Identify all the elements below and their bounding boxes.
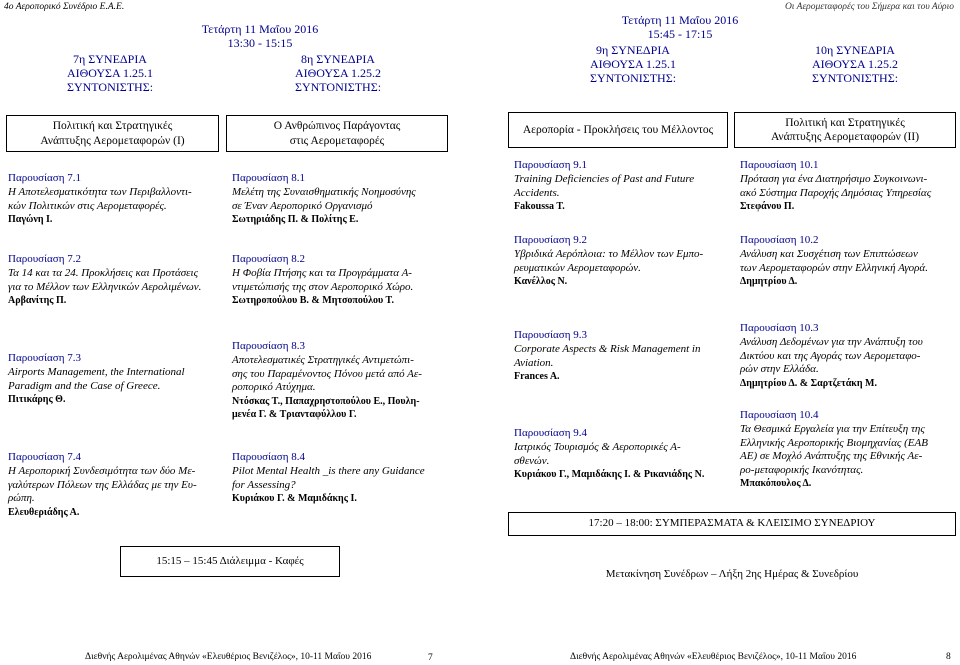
presentation-title: Accidents. <box>514 186 560 199</box>
presentation-label: Παρουσίαση 10.4 <box>740 409 819 421</box>
topic-line: Ο Ανθρώπινος Παράγοντας <box>273 120 401 133</box>
presentation-10-2 <box>740 234 956 288</box>
presentation-title: ακό Σύστημα Παροχής Δημόσιας Υπηρεσίας <box>740 186 932 199</box>
presentation-authors: Ντόσκας Τ., Παπαχρηστοπούλου Ε., Πουλη- <box>232 395 420 407</box>
presentation-10-4 <box>740 409 956 490</box>
presentation-title: κών Πολιτικών στις Αερομεταφορές. <box>8 199 167 212</box>
session-time: 13:30 - 15:15 <box>227 36 293 50</box>
presentation-authors: Σωτηροπούλου Β. & Μητσοπούλου Τ. <box>232 295 394 307</box>
presentation-title: Airports Management, the International <box>8 366 185 379</box>
presentation-title: σε Έναν Αεροπορικό Οργανισμό <box>232 199 373 212</box>
presentation-9-1 <box>514 159 734 213</box>
conference-title-note: 4ο Αεροπορικό Συνέδριο Ε.Α.Ε. <box>4 2 125 12</box>
topic-box-session-8 <box>226 115 448 152</box>
presentation-title: Ανάλυση Δεδομένων για την Ανάπτυξη του <box>740 336 923 349</box>
session-room: ΑΙΘΟΥΣΑ 1.25.1 <box>589 56 677 71</box>
presentation-authors: Frances A. <box>514 371 560 383</box>
presentation-title: Υβριδικά Αερόπλοια: το Μέλλον των Εμπο- <box>514 248 704 261</box>
presentation-title: Ανάλυση και Συσχέτιση των Επιπτώσεων <box>740 248 918 261</box>
presentation-title: Ελληνικής Αεροπορικής Βιομηχανίας (ΕΑΒ <box>740 436 928 449</box>
presentation-title: ρών στην Ελλάδα. <box>740 363 819 376</box>
presentation-label: Παρουσίαση 7.1 <box>8 172 81 184</box>
presentation-authors: μενέα Γ. & Τριανταφύλλου Γ. <box>232 408 357 420</box>
presentation-10-1 <box>740 159 956 213</box>
session-8-block <box>268 53 408 94</box>
presentation-authors: Ελευθεριάδης Α. <box>8 506 80 518</box>
presentation-title: Corporate Aspects & Risk Management in <box>514 343 701 356</box>
presentation-title: Η Αεροπορική Συνδεσιμότητα των δύο Με- <box>8 465 196 478</box>
session-chair: ΣΥΝΤΟΝΙΣΤΗΣ: <box>589 70 677 85</box>
presentation-authors: Μπακόπουλος Δ. <box>740 478 812 490</box>
session-room: ΑΙΘΟΥΣΑ 1.25.1 <box>66 65 154 80</box>
footer-right: Διεθνής Αερολιμένας Αθηνών «Ελευθέριος Βενιζέλος», 10-11 Μαΐου 2016 <box>570 652 857 662</box>
presentation-label: Παρουσίαση 7.3 <box>8 352 81 364</box>
presentation-title: ντιμετώπισής της στον Αεροπορικό Χώρο. <box>232 280 414 293</box>
topic-box-session-7 <box>6 115 219 152</box>
coffee-break-box: 15:15 – 15:45 Διάλειμμα - Καφές <box>120 546 340 577</box>
presentation-10-3 <box>740 322 956 390</box>
page-number-left: 7 <box>428 653 433 663</box>
presentation-label: Παρουσίαση 9.4 <box>514 427 587 439</box>
presentation-title: ΑΕ) σε Μοχλό Ανάπτυξης της Εθνικής Αε- <box>740 450 923 463</box>
presentation-label: Παρουσίαση 10.2 <box>740 234 819 246</box>
presentation-label: Παρουσίαση 8.2 <box>232 253 305 265</box>
presentation-title: γαλύτερων Πόλεων της Ελλάδας με την Ευ- <box>8 478 197 491</box>
presentation-authors: Κυριάκου Γ. & Μαμιδάκης Ι. <box>232 493 357 505</box>
presentation-8-4 <box>232 451 452 505</box>
session-date: Τετάρτη 11 Μαΐου 2016 <box>201 22 319 36</box>
presentation-title: των Αερομεταφορών στην Ελληνική Αγορά. <box>740 261 928 274</box>
presentation-title: Training Deficiencies of Past and Future <box>514 173 695 186</box>
transfer-note: Μετακίνηση Συνέδρων – Λήξη 2ης Ημέρας & Συνεδρίου <box>605 568 859 581</box>
session-name: 9η ΣΥΝΕΔΡΙΑ <box>596 43 670 57</box>
footer-left: Διεθνής Αερολιμένας Αθηνών «Ελευθέριος Βενιζέλος», 10-11 Μαΐου 2016 <box>85 652 372 662</box>
presentation-7-1 <box>8 172 223 226</box>
presentation-8-1 <box>232 172 452 226</box>
session-chair: ΣΥΝΤΟΝΙΣΤΗΣ: <box>811 70 899 85</box>
presentation-authors: Δημητρίου Δ. & Σαρτζετάκη Μ. <box>740 377 877 389</box>
presentation-9-2 <box>514 234 734 288</box>
presentation-title: Τα Θεσμικά Εργαλεία για την Επίτευξη της <box>740 423 925 436</box>
presentation-authors: Σωτηριάδης Π. & Πολίτης Ε. <box>232 214 359 226</box>
session-name: 8η ΣΥΝΕΔΡΙΑ <box>301 52 375 66</box>
presentation-title: Ιατρικός Τουρισμός & Αεροπορικές Α- <box>514 441 681 454</box>
session-chair: ΣΥΝΤΟΝΙΣΤΗΣ: <box>294 79 382 94</box>
presentation-title: για το Μέλλον των Ελληνικών Αερολιμένων. <box>8 280 202 293</box>
presentation-authors: Fakoussa T. <box>514 201 565 213</box>
presentation-authors: Κυριάκου Γ., Μαμιδάκης Ι. & Ρικανιάδης Ν. <box>514 469 705 481</box>
presentation-label: Παρουσίαση 9.2 <box>514 234 587 246</box>
presentation-title: σης του Παραμένοντος Πόνου μετά από Αε- <box>232 367 422 380</box>
presentation-label: Παρουσίαση 7.4 <box>8 451 81 463</box>
topic-line: Πολιτική και Στρατηγικές <box>52 120 173 133</box>
presentation-label: Παρουσίαση 7.2 <box>8 253 81 265</box>
session-room: ΑΙΘΟΥΣΑ 1.25.2 <box>811 56 899 71</box>
presentation-authors: Δημητρίου Δ. <box>740 276 798 288</box>
presentation-7-2 <box>8 253 223 307</box>
page-number-right: 8 <box>946 652 951 662</box>
presentation-title: for Assessing? <box>232 478 296 491</box>
conference-theme-note: Οι Αερομεταφορές του Σήμερα και του Αύριο <box>784 2 954 12</box>
presentation-8-3 <box>232 340 452 421</box>
session-room: ΑΙΘΟΥΣΑ 1.25.2 <box>294 65 382 80</box>
presentation-title: Aviation. <box>514 356 554 369</box>
presentation-9-3 <box>514 329 734 383</box>
presentation-title: ροπορικό Ατύχημα. <box>232 381 316 394</box>
topic-line: Πολιτική και Στρατηγικές <box>785 116 905 129</box>
presentation-title: ρο-μεταφορικής Ικανότητας. <box>740 463 864 476</box>
presentation-label: Παρουσίαση 10.1 <box>740 159 819 171</box>
presentation-authors: Παγώνη Ι. <box>8 214 53 226</box>
presentation-8-2 <box>232 253 452 307</box>
presentation-label: Παρουσίαση 8.4 <box>232 451 305 463</box>
presentation-title: Η Αποτελεσματικότητα των Περιβαλλοντι- <box>8 186 192 199</box>
presentation-label: Παρουσίαση 8.1 <box>232 172 305 184</box>
presentation-title: σθενών. <box>514 454 550 467</box>
presentation-authors: Στεφάνου Π. <box>740 201 795 213</box>
presentation-title: Η Φοβία Πτήσης και τα Προγράμματα Α- <box>232 267 412 280</box>
presentation-title: Pilot Mental Health _is there any Guidance <box>232 465 425 478</box>
presentation-label: Παρουσίαση 9.1 <box>514 159 587 171</box>
topic-line: Αεροπορία - Προκλήσεις του Μέλλοντος <box>522 123 714 136</box>
topic-line: Ανάπτυξης Αερομεταφορών (Ι) <box>40 134 185 147</box>
presentation-authors: Αρβανίτης Π. <box>8 295 67 307</box>
presentation-authors: Κανέλλος Ν. <box>514 276 568 288</box>
presentation-title: Πρόταση για ένα Διατηρήσιμο Συγκοινωνι- <box>740 173 928 186</box>
presentation-title: ρευματικών Αερομεταφορών. <box>514 261 641 274</box>
topic-box-session-10 <box>734 112 956 148</box>
topic-box-session-9 <box>508 112 728 148</box>
presentation-label: Παρουσίαση 9.3 <box>514 329 587 341</box>
presentation-label: Παρουσίαση 10.3 <box>740 322 819 334</box>
session-name: 7η ΣΥΝΕΔΡΙΑ <box>73 52 147 66</box>
session-9-block <box>568 44 698 85</box>
presentation-title: Δικτύου και της Αγοράς των Αερομεταφο- <box>740 349 921 362</box>
topic-line: Ανάπτυξης Αερομεταφορών (ΙΙ) <box>770 131 920 143</box>
presentation-authors: Πιτικάρης Θ. <box>8 394 66 406</box>
presentation-9-4 <box>514 427 739 481</box>
session-name: 10η ΣΥΝΕΔΡΙΑ <box>815 43 895 57</box>
presentation-7-3 <box>8 352 223 406</box>
presentation-title: Τα 14 και τα 24. Προκλήσεις και Προτάσεις <box>8 267 199 280</box>
topic-line: στις Αερομεταφορές <box>289 134 385 147</box>
presentation-title: Paradigm and the Case of Greece. <box>8 379 161 392</box>
presentation-label: Παρουσίαση 8.3 <box>232 340 305 352</box>
session-7-block <box>40 53 180 94</box>
presentation-title: ρώπη. <box>8 492 35 505</box>
session-10-block <box>785 44 925 85</box>
session-date: Τετάρτη 11 Μαΐου 2016 <box>621 13 739 27</box>
closing-session-box: 17:20 – 18:00: ΣΥΜΠΕΡΑΣΜΑΤΑ & ΚΛΕΙΣΙΜΟ ΣΥΝΕΔΡΙΟΥ <box>508 512 956 536</box>
presentation-title: Αποτελεσματικές Στρατηγικές Αντιμετώπι- <box>232 354 414 367</box>
presentation-title: Μελέτη της Συναισθηματικής Νοημοσύνης <box>232 186 416 199</box>
session-chair: ΣΥΝΤΟΝΙΣΤΗΣ: <box>66 79 154 94</box>
session-time: 15:45 - 17:15 <box>647 27 713 41</box>
presentation-7-4 <box>8 451 223 519</box>
